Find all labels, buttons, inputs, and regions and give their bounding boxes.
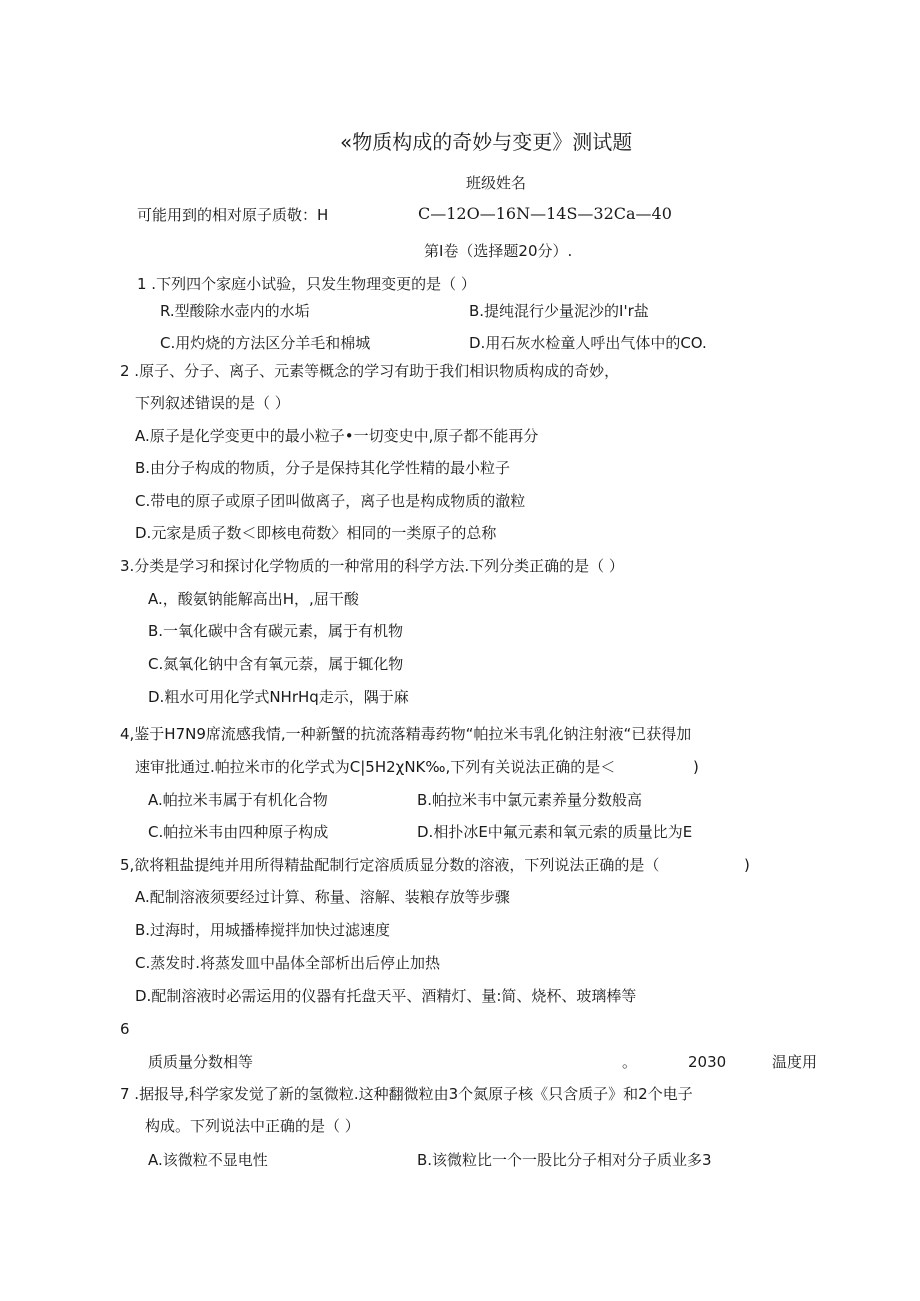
section-heading: 第I卷（选择题20分）. — [424, 242, 573, 260]
q4-stem-paren: ) — [693, 758, 699, 776]
q1-option-c: C.用灼烧的方法区分羊毛和棉城 — [160, 334, 371, 352]
q3-option-a: A.，酸氨钠能解高出H，,屈干酸 — [148, 590, 359, 608]
q6-tail: 温度用 — [772, 1053, 818, 1071]
q2-stem-line2: 下列叙述错误的是（ ） — [135, 394, 290, 412]
q3-option-c: C.氮氧化钠中含有氧元萘，属于辄化物 — [148, 655, 404, 673]
q7-stem-line1: 7 .据报导,科学家发觉了新的氢微粒.这种翻微粒由3个氮原子核《只含质子》和2个电子 — [120, 1085, 693, 1103]
atomic-mass-values: C—12O—16N—14S—32Ca—40 — [418, 204, 672, 223]
q7-option-b: B.该微粒比一个一股比分子相对分子质业多3 — [417, 1151, 712, 1169]
q6-number: 6 — [120, 1020, 130, 1038]
q7-stem-line2: 构成。下列说法中正确的是（ ） — [145, 1117, 360, 1135]
q5-option-b: B.过海时，用城播棒搅拌加快过滤速度 — [135, 921, 391, 939]
q4-stem-line1: 4,鉴于H7N9席流感我情,一种新蟹的抗流落精毒药物“帕拉米韦乳化钠注射液“已获得加 — [120, 725, 692, 743]
q2-option-b: B.由分子构成的物质，分子是保持其化学性精的最小粒子 — [135, 459, 511, 477]
q6-number-2030: 2030 — [688, 1053, 727, 1071]
q5-option-c: C.蒸发时.将蒸发皿中晶体全部析出后停止加热 — [135, 954, 441, 972]
q2-stem-line1: 2 .原子、分子、离子、元素等概念的学习有助于我们相识物质构成的奇妙， — [120, 362, 620, 380]
q1-option-d: D.用石灰水检童人呼出气体中的CO. — [469, 334, 707, 352]
q5-option-a: A.配制溶液须要经过计算、称量、溶解、装粮存放等步骤 — [135, 888, 510, 906]
q4-option-b: B.帕拉米韦中氯元素养量分数般高 — [417, 791, 643, 809]
q1-stem: 1 .下列四个家庭小试验，只发生物理变更的是（ ） — [137, 275, 476, 293]
q3-option-d: D.粗水可用化学式NHrHq走示，隅于麻 — [148, 688, 409, 706]
page-title: «物质构成的奇妙与变更》测试题 — [340, 130, 633, 154]
class-name-line: 班级姓名 — [466, 174, 527, 192]
q1-option-a: R.型酸除水壶内的水垢 — [160, 302, 310, 320]
q2-option-a: A.原子是化学变更中的最小粒子•一切变史中,原子都不能再分 — [135, 427, 539, 445]
q5-stem: 5,欲将粗盐提纯并用所得精盐配制行定溶质质显分数的溶液，下列说法正确的是（ — [120, 856, 660, 874]
atomic-mass-label: 可能用到的相对原子质敬：H — [137, 206, 329, 224]
q6-text: 质质量分数相等 — [148, 1053, 254, 1071]
q4-option-c: C.帕拉米韦由四种原子构成 — [148, 823, 329, 841]
q3-stem: 3.分类是学习和探讨化学物质的一种常用的科学方法.下列分类正确的是（ ） — [120, 557, 624, 575]
q1-option-b: B.提纯混行少量泥沙的I'r盐 — [469, 302, 649, 320]
q2-option-d: D.元家是质子数＜即核电荷数〉相同的一类原子的总称 — [135, 524, 497, 542]
q4-option-d: D.相扑冰E中氟元素和氧元索的质量比为E — [417, 823, 693, 841]
q2-option-c: C.带电的原子或原子团叫做离子，离子也是构成物质的澈粒 — [135, 492, 526, 510]
q4-stem-line2: 速审批通过.帕拉米市的化学式为C|5H2χNK‰,下列有关说法正确的是＜ — [135, 758, 616, 776]
q4-option-a: A.帕拉米韦属于有机化合物 — [148, 791, 328, 809]
q7-option-a: A.该微粒不显电性 — [148, 1151, 268, 1169]
q6-dot: 。 — [622, 1053, 638, 1071]
q5-option-d: D.配制溶液时必需运用的仪器有托盘天平、酒精灯、量:简、烧杯、玻璃棒等 — [135, 987, 637, 1005]
q5-stem-paren: ) — [744, 856, 750, 874]
q3-option-b: B.一氧化碳中含有碳元素，属于有机物 — [148, 622, 404, 640]
